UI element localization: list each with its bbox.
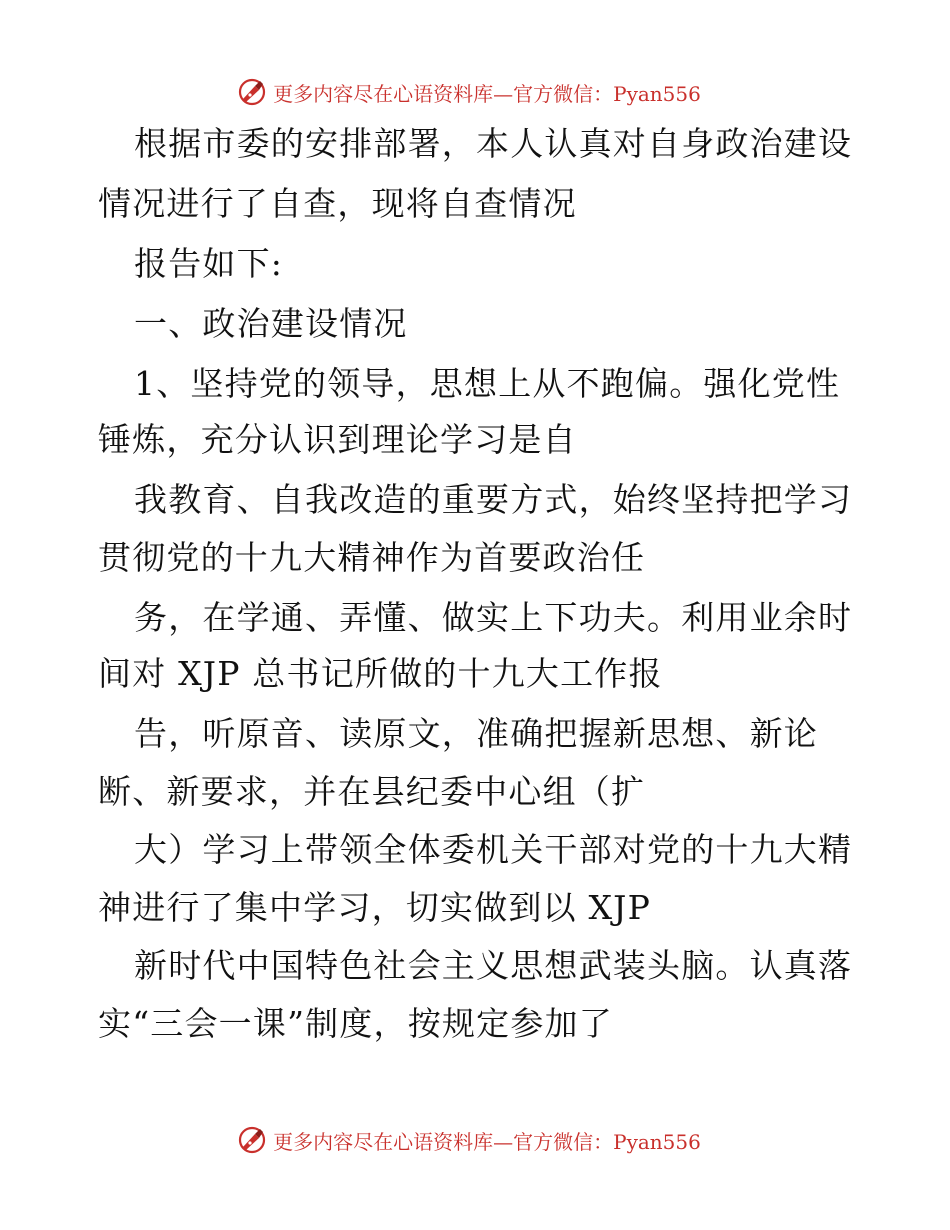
body-line: 神进行了集中学习，切实做到以 XJP	[98, 888, 652, 927]
body-line: 锤炼，充分认识到理论学习是自	[98, 420, 577, 459]
footer-banner-text: 更多内容尽在心语资料库—官方微信：Pyan556	[273, 1129, 701, 1154]
body-line: 贯彻党的十九大精神作为首要政治任	[98, 538, 646, 577]
body-line: 1、坚持党的领导，思想上从不跑偏。强化党性	[134, 364, 841, 403]
body-line: 大）学习上带领全体委机关干部对党的十九大精	[134, 830, 853, 869]
body-line: 根据市委的安排部署，本人认真对自身政治建设	[134, 124, 853, 163]
body-line: 报告如下:	[134, 244, 284, 283]
body-line: 间对 XJP 总书记所做的十九大工作报	[98, 654, 663, 693]
body-line: 断、新要求，并在县纪委中心组（扩	[98, 772, 646, 811]
body-line: 情况进行了自查，现将自查情况	[98, 184, 577, 223]
header-banner-text: 更多内容尽在心语资料库—官方微信：Pyan556	[273, 81, 701, 106]
body-line: 实“三会一课”制度，按规定参加了	[98, 1004, 613, 1043]
pen-nib-logo-icon	[237, 1125, 267, 1155]
header-banner	[0, 72, 950, 112]
body-line: 新时代中国特色社会主义思想武装头脑。认真落	[134, 946, 853, 985]
body-line: 我教育、自我改造的重要方式，始终坚持把学习	[134, 480, 853, 519]
footer-banner	[0, 1120, 950, 1160]
body-line: 务，在学通、弄懂、做实上下功夫。利用业余时	[134, 598, 853, 637]
section-heading: 一、政治建设情况	[134, 304, 408, 343]
body-line: 告，听原音、读原文，准确把握新思想、新论	[134, 714, 818, 753]
pen-nib-logo-icon	[237, 77, 267, 107]
